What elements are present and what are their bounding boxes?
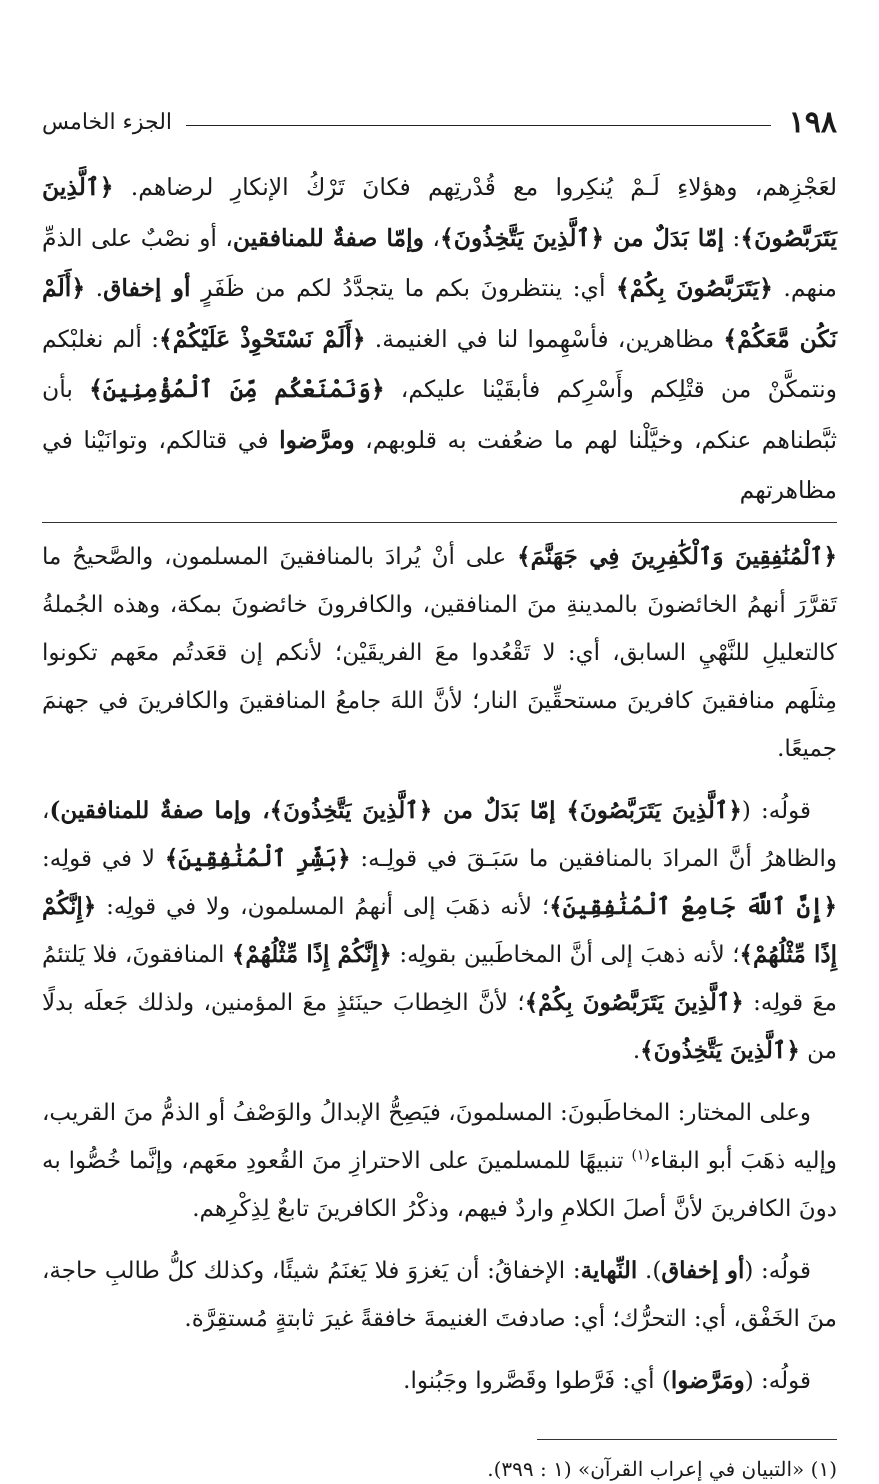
quran-citation: ﴿ٱلَّذِينَ يَتَرَبَّصُونَ بِكُمْ﴾ (524, 988, 744, 1016)
header-rule (186, 125, 771, 126)
quran-citation: ﴿ٱلَّذِينَ يَتَرَبَّصُونَ﴾ (42, 173, 837, 252)
text-run: تنبيهًا للمسلمينَ على الاحترازِ منَ القُعودِ معَهم، وإنَّما خُصُّوا به دونَ الكافرينَ لأنَّ أصلَ الكلامِ واردٌ فيهم، وذكْرُ الكافرينَ تابعٌ لِذِكْرِهم. (42, 1147, 837, 1222)
quran-citation: ﴿إِنَّكُمْ إِذًا مِّثْلُهُمْ﴾ (231, 940, 392, 968)
bold-phrase: أو إخفاق (661, 1256, 745, 1284)
page-number: ١٩٨ (788, 104, 837, 140)
quran-citation: ﴿ٱلَّذِينَ يَتَّخِذُونَ﴾ (640, 1036, 800, 1064)
quran-citation: ﴿وَنَمْنَعْكُم مِّنَ ٱلْمُؤْمِنِينَ﴾ (89, 375, 385, 403)
text-run: أي: ينتظرونَ بكم ما يتجدَّدُ لكم من ظَفَرٍ (190, 274, 616, 302)
section-divider (42, 522, 837, 523)
text-run: ، والظاهرُ أنَّ المرادَ بالمنافقين ما سَبَـقَ في قولِـه: (42, 797, 837, 872)
text-run: ، أو نصْبٌ على الذمِّ منهم. (42, 223, 838, 302)
bold-phrase: وإمّا صفةٌ للمنافقين (232, 223, 425, 252)
text-run: لا في قولِه: (42, 845, 165, 872)
gloss-paragraph (42, 533, 837, 773)
text-run: : ألم نغلبْكم ونتمكَّنْ من قتْلِكم وأَسْرِكم فأبقَيْنا عليكم، (42, 324, 838, 403)
bold-phrase: ، وإما صفةٌ للمنافقين) (49, 796, 270, 824)
part-title: الجزء الخامس (42, 109, 173, 135)
text-run: المنافقونَ، فلا يَلتئمُ معَ قولِه: (42, 941, 838, 1016)
text-run: : (724, 223, 741, 252)
bold-phrase: أو إخفاق (103, 274, 191, 302)
gloss-paragraph (42, 787, 837, 1075)
text-run: مظاهرين، فأسْهِموا لنا في الغنيمة. (365, 324, 724, 353)
bold-phrase: إمّا بَدَلٌ من (604, 223, 725, 252)
text-run: : الإخفاقُ: أن يَغزوَ فلا يَغنَمُ شيئًا، وكذلك كلُّ طالبِ حاجة، منَ الخَفْق، أي: التحرُّك؛ أي: صادفتَ الغنيمةَ خافقةً غيرَ ثابتةٍ مُستقِرَّة. (42, 1257, 837, 1332)
page-header (42, 100, 837, 144)
text-run: ؛ لأنَّ الخِطابَ حينَئذٍ معَ المؤمنين، ولذلك جَعلَه بدلًا من (42, 989, 837, 1064)
text-run: ) أي: فَرَّطوا وقَصَّروا وجَبُنوا. (403, 1367, 671, 1394)
text-run: قولُه: ( (741, 797, 812, 824)
commentary-paragraph (42, 162, 837, 516)
text-run: على أنْ يُرادَ بالمنافقينَ المسلمون، والصَّحيحُ ما تَقرَّرَ أنهمُ الخائضونَ بالمدينةِ منَ المنافقين، والكافرونَ خائضونَ بمكة، وهذه الجُملةُ كالتعليلِ للنَّهْيِ السابق، أي: لا تَقْعُدوا معَ الفريقَيْن؛ لأنكم إن قعَدتُم معَهم تكونوا مِثلَهم منافقينَ كافرينَ مستحقِّينَ النار؛ لأنَّ اللهَ جامعُ المنافقينَ والكافرينَ في جهنمَ جميعًا. (42, 543, 837, 762)
quran-citation: ﴿ٱلَّذِينَ يَتَّخِذُونَ﴾ (440, 223, 605, 252)
bold-phrase: النِّهاية (580, 1256, 638, 1284)
text-run: ؛ لأنه ذهبَ إلى أنَّ المخاطَبين بقولِه: (391, 941, 740, 968)
text-run: ؛ لأنه ذهَبَ إلى أنهمُ المسلمون، ولا في قولِه: (96, 893, 550, 920)
quran-citation: ﴿يَتَرَبَّصُونَ بِكُمْ﴾ (616, 274, 773, 302)
gloss-paragraph (42, 1357, 837, 1405)
quran-citation: ﴿إِنَّكُمْ إِذًا مِّثْلُهُمْ﴾ (42, 892, 838, 968)
text-run: وعلى المختار: المخاطَبونَ: المسلمونَ، فيَصِحُّ الإبدالُ والوَصْفُ أو الذمُّ منَ القريب، وإليه ذهَبَ أبو البقاء (42, 1099, 837, 1174)
quran-citation: ﴿ٱلْمُنَٰفِقِينَ وَٱلْكَٰفِرِينَ فِي جَهَنَّمَ﴾ (517, 542, 837, 570)
quran-citation: ﴿ٱلَّذِينَ يَتَرَبَّصُونَ﴾ (566, 796, 742, 824)
gloss-section (42, 533, 837, 1405)
quran-citation: ﴿ٱلَّذِينَ يَتَّخِذُونَ﴾ (269, 796, 433, 824)
bold-phrase: ومَرَّضوا (670, 1366, 745, 1394)
quran-citation: ﴿إِنَّ ٱللَّهَ جَامِعُ ٱلْمُنَٰفِقِينَ﴾ (549, 892, 838, 920)
bold-phrase: ومرَّضوا (279, 425, 355, 454)
footnote: (١) «التبيان في إعراب القرآن» (١ : ٣٩٩). (487, 1456, 837, 1481)
quran-citation: ﴿أَلَمْ نَسْتَحْوِذْ عَلَيْكُمْ﴾ (159, 324, 366, 353)
text-run: لعَجْزِهم، وهؤلاءِ لَـمْ يُنكِروا مع قُدْرتِهم فكانَ تَرْكُ الإنكارِ لرضاهم. (113, 173, 837, 201)
footnote-ref: (١) (631, 1146, 650, 1163)
footnote-divider (537, 1439, 837, 1440)
gloss-paragraph (42, 1247, 837, 1343)
text-run: في قتالكم، وتوانَيْنا في مظاهرتهم (42, 425, 837, 504)
bold-phrase: إمّا بَدَلٌ من (432, 796, 567, 824)
text-run: بأن ثبَّطناهم عنكم، وخيَّلْنا لهم ما ضعُفت به قلوبهم، (42, 375, 838, 454)
text-run: قولُه: ( (744, 1367, 811, 1394)
text-run: ، (424, 223, 440, 252)
text-run: . (632, 1037, 641, 1064)
text-run: قولُه: ( (744, 1257, 812, 1284)
main-commentary (42, 162, 837, 516)
quran-citation: ﴿بَشِّرِ ٱلْمُنَٰفِقِينَ﴾ (164, 844, 351, 872)
text-run: ). (637, 1257, 662, 1284)
gloss-paragraph (42, 1089, 837, 1233)
text-run: . (85, 274, 104, 302)
quran-citation: ﴿أَلَمْ نَكُن مَّعَكُمْ﴾ (42, 274, 837, 353)
